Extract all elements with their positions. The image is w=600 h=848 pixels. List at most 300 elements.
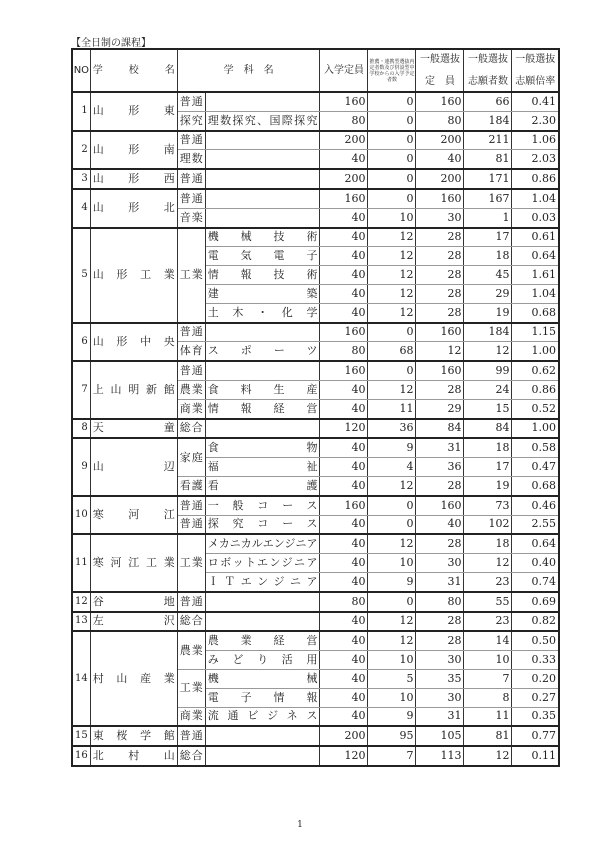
cell-general: 36 (416, 458, 464, 477)
cell-ratio: 0.27 (512, 688, 559, 707)
cell-applicants: 184 (464, 111, 512, 130)
table-row (72, 419, 559, 439)
table-row (72, 361, 559, 380)
school-number: 9 (72, 438, 90, 495)
cell-applicants: 8 (464, 688, 512, 707)
cell-capacity: 80 (320, 342, 368, 361)
cell-recommended: 0 (368, 150, 416, 169)
school-name: 山形工業 (90, 228, 177, 323)
cell-applicants: 15 (464, 399, 512, 418)
cell-recommended: 0 (368, 515, 416, 534)
cell-general: 28 (416, 247, 464, 266)
cell-capacity: 40 (320, 303, 368, 322)
header-ratio-top: 一般選抜 (515, 53, 556, 65)
cell-recommended: 0 (368, 496, 416, 515)
table-row (72, 323, 559, 342)
department-type: 総合 (177, 612, 205, 632)
cell-general: 105 (416, 726, 464, 746)
school-name: 山形北 (90, 189, 177, 228)
cell-recommended: 0 (368, 592, 416, 612)
department-type: 工業 (177, 669, 205, 707)
cell-capacity: 40 (320, 228, 368, 247)
cell-recommended: 0 (368, 92, 416, 111)
cell-applicants: 10 (464, 651, 512, 670)
course-name (205, 726, 320, 746)
cell-applicants: 102 (464, 515, 512, 534)
table-row (72, 592, 559, 612)
cell-capacity: 40 (320, 688, 368, 707)
course-name: ＩＴエンジニア (205, 572, 320, 591)
cell-general: 200 (416, 131, 464, 150)
table-row (72, 726, 559, 746)
course-name: ロボットエンジニア (205, 554, 320, 573)
school-number: 6 (72, 323, 90, 362)
cell-ratio: 1.00 (512, 342, 559, 361)
cell-capacity: 160 (320, 361, 368, 380)
school-name: 山辺 (90, 438, 177, 495)
school-number: 12 (72, 592, 90, 612)
cell-ratio: 2.55 (512, 515, 559, 534)
course-name: 土木・化学 (205, 303, 320, 322)
cell-recommended: 10 (368, 688, 416, 707)
cell-ratio: 1.61 (512, 266, 559, 285)
cell-capacity: 160 (320, 323, 368, 342)
cell-capacity: 40 (320, 631, 368, 650)
cell-general: 28 (416, 284, 464, 303)
cell-capacity: 40 (320, 554, 368, 573)
department-type: 家庭 (177, 438, 205, 476)
cell-capacity: 40 (320, 572, 368, 591)
cell-applicants: 18 (464, 247, 512, 266)
cell-applicants: 19 (464, 303, 512, 322)
cell-recommended: 12 (368, 534, 416, 553)
course-name: 一般コース (205, 496, 320, 515)
cell-capacity: 200 (320, 726, 368, 746)
cell-general: 28 (416, 476, 464, 495)
cell-general: 35 (416, 669, 464, 688)
cell-general: 160 (416, 189, 464, 208)
cell-applicants: 18 (464, 438, 512, 457)
course-name (205, 746, 320, 766)
course-name: 機械技術 (205, 228, 320, 247)
cell-capacity: 160 (320, 189, 368, 208)
cell-general: 28 (416, 266, 464, 285)
cell-recommended: 0 (368, 323, 416, 342)
cell-ratio: 0.58 (512, 438, 559, 457)
course-name: メカニカルエンジニア (205, 534, 320, 553)
school-number: 15 (72, 726, 90, 746)
cell-recommended: 12 (368, 228, 416, 247)
table-row (72, 438, 559, 457)
cell-capacity: 200 (320, 131, 368, 150)
cell-ratio: 1.06 (512, 131, 559, 150)
school-name: 上山明新館 (90, 361, 177, 418)
table-row (72, 631, 559, 650)
course-name (205, 419, 320, 439)
school-name: 寒河江 (90, 496, 177, 535)
cell-capacity: 40 (320, 247, 368, 266)
school-number: 16 (72, 746, 90, 766)
cell-ratio: 2.03 (512, 150, 559, 169)
school-name: 山形東 (90, 92, 177, 131)
cell-applicants: 17 (464, 228, 512, 247)
department-type: 体育 (177, 342, 205, 361)
cell-recommended: 12 (368, 631, 416, 650)
cell-applicants: 18 (464, 534, 512, 553)
cell-general: 160 (416, 496, 464, 515)
cell-applicants: 1 (464, 208, 512, 227)
school-name: 天童 (90, 419, 177, 439)
cell-recommended: 12 (368, 284, 416, 303)
cell-general: 29 (416, 399, 464, 418)
table-row (72, 496, 559, 515)
cell-applicants: 84 (464, 419, 512, 439)
cell-general: 30 (416, 208, 464, 227)
department-type: 普通 (177, 592, 205, 612)
department-type: 農業 (177, 380, 205, 399)
cell-ratio: 0.86 (512, 380, 559, 399)
cell-applicants: 12 (464, 342, 512, 361)
course-name (205, 323, 320, 342)
admissions-table (71, 48, 560, 767)
department-type: 総合 (177, 746, 205, 766)
cell-capacity: 200 (320, 169, 368, 189)
cell-general: 28 (416, 228, 464, 247)
cell-recommended: 12 (368, 303, 416, 322)
header-general (416, 49, 464, 92)
course-name: 流通ビジネス (205, 707, 320, 726)
school-number: 3 (72, 169, 90, 189)
cell-recommended: 0 (368, 169, 416, 189)
cell-general: 80 (416, 111, 464, 130)
school-name: 山形中央 (90, 323, 177, 362)
cell-capacity: 40 (320, 476, 368, 495)
cell-capacity: 160 (320, 496, 368, 515)
school-number: 11 (72, 534, 90, 591)
course-name: 機械 (205, 669, 320, 688)
header-applicants (464, 49, 512, 92)
cell-applicants: 14 (464, 631, 512, 650)
cell-capacity: 40 (320, 150, 368, 169)
school-name: 山形南 (90, 131, 177, 170)
department-type: 音楽 (177, 208, 205, 227)
cell-recommended: 0 (368, 131, 416, 150)
cell-applicants: 171 (464, 169, 512, 189)
cell-applicants: 55 (464, 592, 512, 612)
course-name: 探究コース (205, 515, 320, 534)
table-row (72, 228, 559, 247)
cell-ratio: 0.46 (512, 496, 559, 515)
department-type: 普通 (177, 169, 205, 189)
school-name: 山形西 (90, 169, 177, 189)
cell-general: 28 (416, 631, 464, 650)
department-type: 工業 (177, 228, 205, 323)
course-name (205, 361, 320, 380)
department-type: 普通 (177, 361, 205, 380)
cell-applicants: 66 (464, 92, 512, 111)
cell-recommended: 12 (368, 380, 416, 399)
cell-general: 28 (416, 303, 464, 322)
cell-general: 12 (416, 342, 464, 361)
cell-ratio: 0.64 (512, 247, 559, 266)
cell-capacity: 40 (320, 266, 368, 285)
cell-ratio: 0.74 (512, 572, 559, 591)
cell-ratio: 1.15 (512, 323, 559, 342)
cell-ratio: 0.40 (512, 554, 559, 573)
cell-capacity: 80 (320, 111, 368, 130)
cell-applicants: 7 (464, 669, 512, 688)
course-name: 建築 (205, 284, 320, 303)
cell-capacity: 40 (320, 380, 368, 399)
header-applicants-bottom: 志願者数 (467, 75, 508, 87)
cell-recommended: 10 (368, 651, 416, 670)
school-number: 4 (72, 189, 90, 228)
cell-general: 31 (416, 438, 464, 457)
cell-applicants: 23 (464, 612, 512, 632)
school-number: 8 (72, 419, 90, 439)
cell-ratio: 0.41 (512, 92, 559, 111)
course-name: 食料生産 (205, 380, 320, 399)
course-name (205, 208, 320, 227)
cell-applicants: 45 (464, 266, 512, 285)
cell-recommended: 11 (368, 399, 416, 418)
cell-general: 30 (416, 688, 464, 707)
cell-recommended: 4 (368, 458, 416, 477)
school-number: 14 (72, 631, 90, 726)
header-applicants-top: 一般選抜 (467, 53, 508, 65)
cell-capacity: 120 (320, 746, 368, 766)
cell-applicants: 19 (464, 476, 512, 495)
cell-applicants: 11 (464, 707, 512, 726)
cell-capacity: 40 (320, 458, 368, 477)
course-name: 看護 (205, 476, 320, 495)
header-ratio (512, 49, 559, 92)
cell-capacity: 40 (320, 399, 368, 418)
school-number: 1 (72, 92, 90, 131)
cell-capacity: 40 (320, 534, 368, 553)
school-number: 5 (72, 228, 90, 323)
department-type: 商業 (177, 399, 205, 418)
cell-recommended: 12 (368, 612, 416, 632)
cell-general: 28 (416, 612, 464, 632)
cell-general: 30 (416, 651, 464, 670)
cell-general: 200 (416, 169, 464, 189)
cell-ratio: 0.35 (512, 707, 559, 726)
department-type: 普通 (177, 323, 205, 342)
cell-capacity: 40 (320, 707, 368, 726)
cell-recommended: 36 (368, 419, 416, 439)
table-row (72, 92, 559, 111)
cell-recommended: 0 (368, 189, 416, 208)
cell-capacity: 160 (320, 92, 368, 111)
cell-ratio: 0.62 (512, 361, 559, 380)
department-type: 理数 (177, 150, 205, 169)
cell-recommended: 7 (368, 746, 416, 766)
header-subject: 学 科 名 (177, 49, 320, 92)
department-type: 普通 (177, 515, 205, 534)
cell-applicants: 81 (464, 150, 512, 169)
department-type: 農業 (177, 631, 205, 669)
cell-recommended: 9 (368, 438, 416, 457)
cell-ratio: 1.04 (512, 189, 559, 208)
cell-ratio: 0.03 (512, 208, 559, 227)
table-row (72, 746, 559, 766)
cell-ratio: 0.61 (512, 228, 559, 247)
department-type: 普通 (177, 496, 205, 515)
cell-ratio: 0.77 (512, 726, 559, 746)
cell-general: 80 (416, 592, 464, 612)
table-row (72, 131, 559, 150)
school-name: 北村山 (90, 746, 177, 766)
cell-recommended: 9 (368, 572, 416, 591)
cell-capacity: 120 (320, 419, 368, 439)
cell-general: 31 (416, 572, 464, 591)
department-type: 総合 (177, 419, 205, 439)
cell-applicants: 23 (464, 572, 512, 591)
table-row (72, 189, 559, 208)
cell-capacity: 80 (320, 592, 368, 612)
cell-ratio: 0.86 (512, 169, 559, 189)
cell-ratio: 0.33 (512, 651, 559, 670)
cell-recommended: 95 (368, 726, 416, 746)
school-name: 谷地 (90, 592, 177, 612)
school-name: 東桜学館 (90, 726, 177, 746)
header-no: NO (72, 49, 90, 92)
department-type: 普通 (177, 189, 205, 208)
cell-recommended: 0 (368, 111, 416, 130)
cell-ratio: 2.30 (512, 111, 559, 130)
department-type: 探究 (177, 111, 205, 130)
course-name: 理数探究、国際探究 (205, 111, 320, 130)
department-type: 普通 (177, 92, 205, 111)
cell-capacity: 40 (320, 438, 368, 457)
cell-applicants: 99 (464, 361, 512, 380)
cell-capacity: 40 (320, 284, 368, 303)
cell-ratio: 0.47 (512, 458, 559, 477)
cell-recommended: 0 (368, 361, 416, 380)
header-general-bottom: 定 員 (424, 75, 455, 87)
course-name: 食物 (205, 438, 320, 457)
course-name (205, 150, 320, 169)
cell-recommended: 68 (368, 342, 416, 361)
cell-ratio: 0.20 (512, 669, 559, 688)
school-number: 7 (72, 361, 90, 418)
page-number: 1 (297, 820, 303, 830)
header-ratio-bottom: 志願倍率 (515, 75, 556, 87)
cell-general: 30 (416, 554, 464, 573)
school-number: 2 (72, 131, 90, 170)
department-type: 工業 (177, 534, 205, 591)
section-caption: 【全日制の課程】 (71, 38, 151, 49)
header-general-top: 一般選抜 (419, 53, 460, 65)
cell-ratio: 0.11 (512, 746, 559, 766)
course-name: 電気電子 (205, 247, 320, 266)
table-row (72, 612, 559, 632)
header-school: 学 校 名 (90, 49, 177, 92)
cell-capacity: 40 (320, 208, 368, 227)
header-recommended: 推薦・連携型選抜内定者数及び併設型中学校からの入学予定者数 (368, 49, 416, 92)
cell-applicants: 211 (464, 131, 512, 150)
cell-general: 28 (416, 380, 464, 399)
cell-capacity: 40 (320, 515, 368, 534)
cell-general: 113 (416, 746, 464, 766)
course-name: 農業経営 (205, 631, 320, 650)
cell-applicants: 29 (464, 284, 512, 303)
school-number: 13 (72, 612, 90, 632)
course-name (205, 169, 320, 189)
cell-applicants: 184 (464, 323, 512, 342)
cell-recommended: 10 (368, 554, 416, 573)
cell-applicants: 17 (464, 458, 512, 477)
school-name: 村山産業 (90, 631, 177, 726)
table-row (72, 534, 559, 553)
department-type: 普通 (177, 726, 205, 746)
cell-general: 40 (416, 515, 464, 534)
cell-general: 84 (416, 419, 464, 439)
course-name: 情報経営 (205, 399, 320, 418)
table-body (72, 92, 559, 766)
cell-capacity: 40 (320, 651, 368, 670)
course-name (205, 592, 320, 612)
school-number: 10 (72, 496, 90, 535)
cell-recommended: 9 (368, 707, 416, 726)
cell-applicants: 12 (464, 554, 512, 573)
cell-ratio: 1.00 (512, 419, 559, 439)
cell-general: 28 (416, 534, 464, 553)
cell-general: 31 (416, 707, 464, 726)
course-name (205, 189, 320, 208)
cell-applicants: 12 (464, 746, 512, 766)
cell-general: 40 (416, 150, 464, 169)
course-name: みどり活用 (205, 651, 320, 670)
course-name: 電子情報 (205, 688, 320, 707)
cell-capacity: 40 (320, 612, 368, 632)
cell-applicants: 24 (464, 380, 512, 399)
cell-ratio: 0.52 (512, 399, 559, 418)
department-type: 商業 (177, 707, 205, 726)
course-name: 福祉 (205, 458, 320, 477)
cell-recommended: 5 (368, 669, 416, 688)
department-type: 普通 (177, 131, 205, 150)
cell-recommended: 10 (368, 208, 416, 227)
cell-ratio: 0.82 (512, 612, 559, 632)
table-row (72, 169, 559, 189)
cell-capacity: 40 (320, 669, 368, 688)
cell-recommended: 12 (368, 476, 416, 495)
cell-ratio: 0.69 (512, 592, 559, 612)
course-name: 情報技術 (205, 266, 320, 285)
cell-applicants: 73 (464, 496, 512, 515)
school-name: 寒河江工業 (90, 534, 177, 591)
course-name (205, 131, 320, 150)
cell-general: 160 (416, 361, 464, 380)
header-row (72, 49, 559, 92)
header-capacity: 入学定員 (320, 49, 368, 92)
cell-ratio: 0.68 (512, 476, 559, 495)
cell-ratio: 0.50 (512, 631, 559, 650)
cell-applicants: 167 (464, 189, 512, 208)
cell-ratio: 1.04 (512, 284, 559, 303)
school-name: 左沢 (90, 612, 177, 632)
course-name (205, 92, 320, 111)
cell-recommended: 12 (368, 247, 416, 266)
course-name: スポーツ (205, 342, 320, 361)
cell-general: 160 (416, 92, 464, 111)
department-type: 看護 (177, 476, 205, 495)
cell-applicants: 81 (464, 726, 512, 746)
cell-general: 160 (416, 323, 464, 342)
cell-ratio: 0.64 (512, 534, 559, 553)
